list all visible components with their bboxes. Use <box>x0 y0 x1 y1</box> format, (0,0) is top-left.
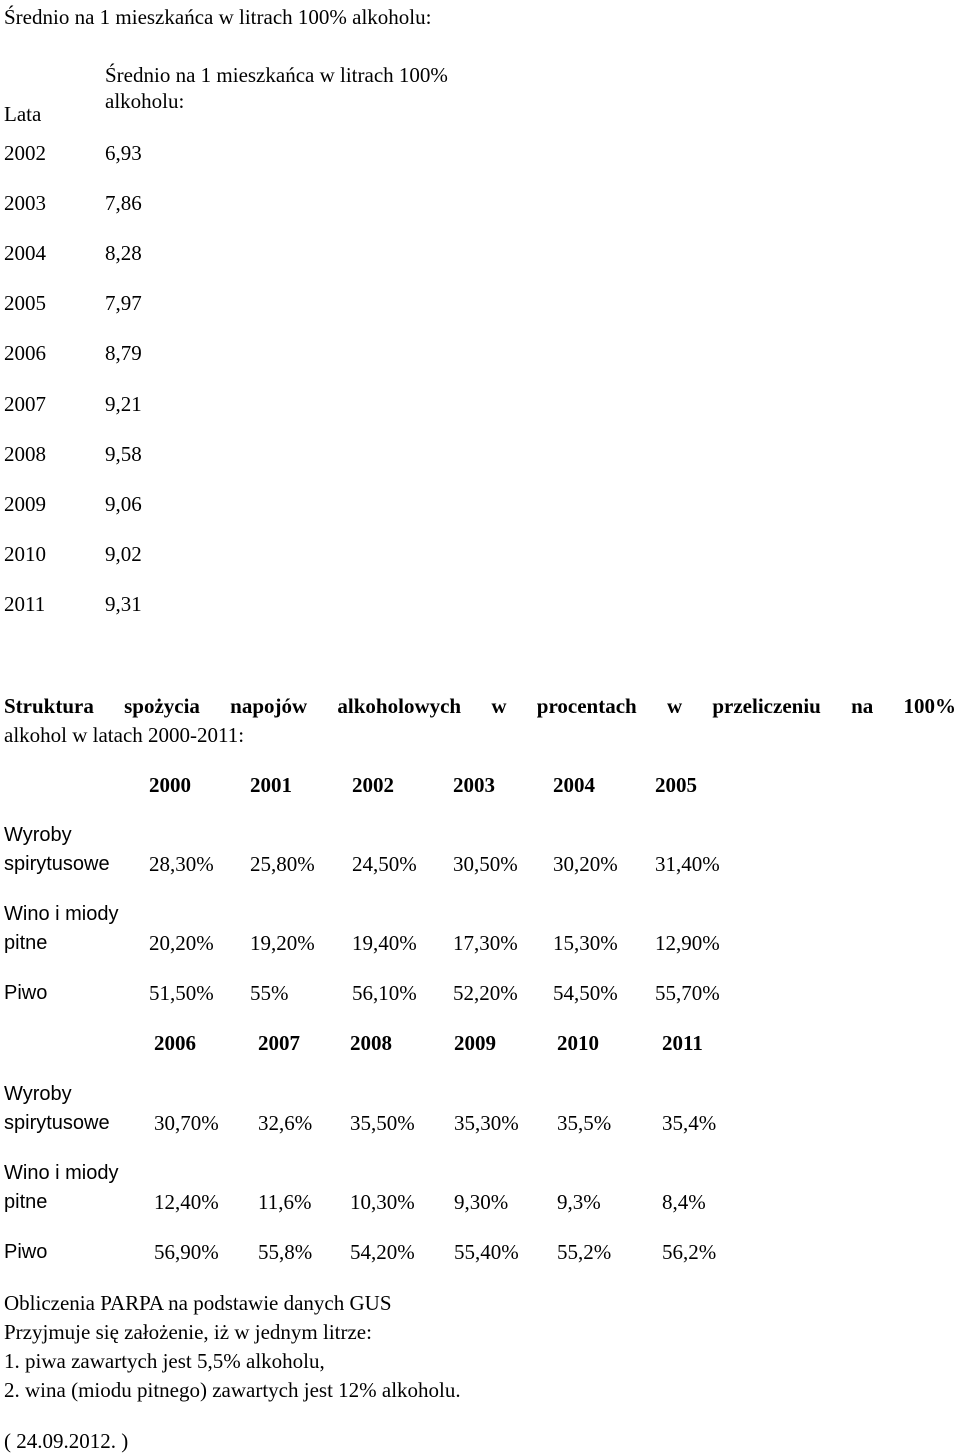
consumption-value-cell: 7,86 <box>105 191 142 216</box>
row-label-line2: spirytusowe <box>4 1112 110 1134</box>
year-header-cell: 2010 <box>557 1031 599 1055</box>
source-note: Obliczenia PARPA na podstawie danych GUS <box>4 1291 392 1315</box>
consumption-value-cell: 6,93 <box>105 141 142 165</box>
percent-cell: 54,50% <box>553 981 618 1005</box>
col-header-year: Lata <box>4 102 42 126</box>
year-cell: 2008 <box>4 441 46 466</box>
percent-cell: 35,30% <box>454 1111 519 1135</box>
percent-cell: 17,30% <box>453 931 518 955</box>
row-label-line2: pitne <box>4 1191 48 1213</box>
year-cell: 2004 <box>4 241 46 266</box>
percent-cell: 56,10% <box>352 981 417 1005</box>
col-header-value-line1: Średnio na 1 mieszkańca w litrach 100% <box>105 63 448 87</box>
percent-cell: 12,40% <box>154 1190 219 1214</box>
consumption-value-cell: 9,21 <box>105 391 142 416</box>
assumption-item-1: 1. piwa zawartych jest 5,5% alkoholu, <box>4 1349 325 1373</box>
percent-cell: 9,3% <box>557 1190 601 1214</box>
year-header-cell: 2005 <box>655 773 697 797</box>
year-header-cell: 2000 <box>149 773 191 797</box>
percent-cell: 28,30% <box>149 852 214 876</box>
consumption-value-cell: 8,28 <box>105 241 142 266</box>
percent-cell: 30,20% <box>553 852 618 876</box>
percent-cell: 31,40% <box>655 852 720 876</box>
document-date: ( 24.09.2012. ) <box>4 1429 129 1453</box>
year-header-cell: 2003 <box>453 773 495 797</box>
percent-cell: 30,70% <box>154 1111 219 1135</box>
row-label-line2: spirytusowe <box>4 853 110 875</box>
percent-cell: 55% <box>250 981 289 1005</box>
percent-cell: 52,20% <box>453 981 518 1005</box>
percent-cell: 56,90% <box>154 1240 219 1264</box>
consumption-value-cell: 7,97 <box>105 291 142 316</box>
assumption-note: Przyjmuje się założenie, iż w jednym litrze: <box>4 1320 372 1344</box>
percent-cell: 9,30% <box>454 1190 509 1214</box>
year-header-cell: 2011 <box>662 1031 703 1055</box>
year-cell: 2010 <box>4 541 46 566</box>
percent-cell: 32,6% <box>258 1111 313 1135</box>
col-header-value-line2: alkoholu: <box>105 89 185 113</box>
year-header-cell: 2002 <box>352 773 394 797</box>
year-header-cell: 2008 <box>350 1031 392 1055</box>
row-label-line1: Wino i miody <box>4 1162 119 1184</box>
consumption-value-cell: 9,31 <box>105 591 142 616</box>
consumption-value-cell: 8,79 <box>105 341 142 366</box>
assumption-item-2: 2. wina (miodu pitnego) zawartych jest 12% alkoholu. <box>4 1378 461 1402</box>
percent-cell: 25,80% <box>250 852 315 876</box>
year-header-cell: 2004 <box>553 773 595 797</box>
row-label-line1: Wyroby <box>4 1083 72 1105</box>
percent-cell: 19,20% <box>250 931 315 955</box>
percent-cell: 54,20% <box>350 1240 415 1264</box>
consumption-value-cell: 9,02 <box>105 541 142 566</box>
percent-cell: 19,40% <box>352 931 417 955</box>
percent-cell: 15,30% <box>553 931 618 955</box>
percent-cell: 55,8% <box>258 1240 313 1264</box>
page-heading: Średnio na 1 mieszkańca w litrach 100% alkoholu: <box>4 5 432 29</box>
percent-cell: 55,40% <box>454 1240 519 1264</box>
percent-cell: 24,50% <box>352 852 417 876</box>
year-cell: 2003 <box>4 191 46 216</box>
percent-cell: 56,2% <box>662 1240 717 1264</box>
consumption-value-cell: 9,58 <box>105 441 142 466</box>
percent-cell: 11,6% <box>258 1190 312 1214</box>
percent-cell: 51,50% <box>149 981 214 1005</box>
percent-cell: 20,20% <box>149 931 214 955</box>
year-header-cell: 2007 <box>258 1031 300 1055</box>
percent-cell: 55,2% <box>557 1240 612 1264</box>
percent-cell: 12,90% <box>655 931 720 955</box>
year-cell: 2011 <box>4 591 46 616</box>
year-cell: 2006 <box>4 341 46 366</box>
percent-cell: 8,4% <box>662 1190 706 1214</box>
percent-cell: 55,70% <box>655 981 720 1005</box>
percent-cell: 35,4% <box>662 1111 717 1135</box>
percent-cell: 35,50% <box>350 1111 415 1135</box>
year-header-cell: 2001 <box>250 773 292 797</box>
year-cell: 2007 <box>4 391 46 416</box>
percent-cell: 30,50% <box>453 852 518 876</box>
year-header-cell: 2009 <box>454 1031 496 1055</box>
row-label: Piwo <box>4 1241 48 1263</box>
structure-heading-line2: alkohol w latach 2000-2011: <box>4 723 245 747</box>
row-label-line2: pitne <box>4 932 48 954</box>
row-label-line1: Wino i miody <box>4 903 119 925</box>
consumption-value-cell: 9,06 <box>105 491 142 516</box>
percent-cell: 10,30% <box>350 1190 415 1214</box>
structure-heading-line1: Struktura spożycia napojów alkoholowych w procentach w przeliczeniu na 100% <box>4 694 956 718</box>
percent-cell: 35,5% <box>557 1111 612 1135</box>
year-cell: 2002 <box>4 141 46 165</box>
year-header-cell: 2006 <box>154 1031 196 1055</box>
year-cell: 2005 <box>4 291 46 316</box>
row-label: Piwo <box>4 982 48 1004</box>
year-cell: 2009 <box>4 491 46 516</box>
row-label-line1: Wyroby <box>4 824 72 846</box>
